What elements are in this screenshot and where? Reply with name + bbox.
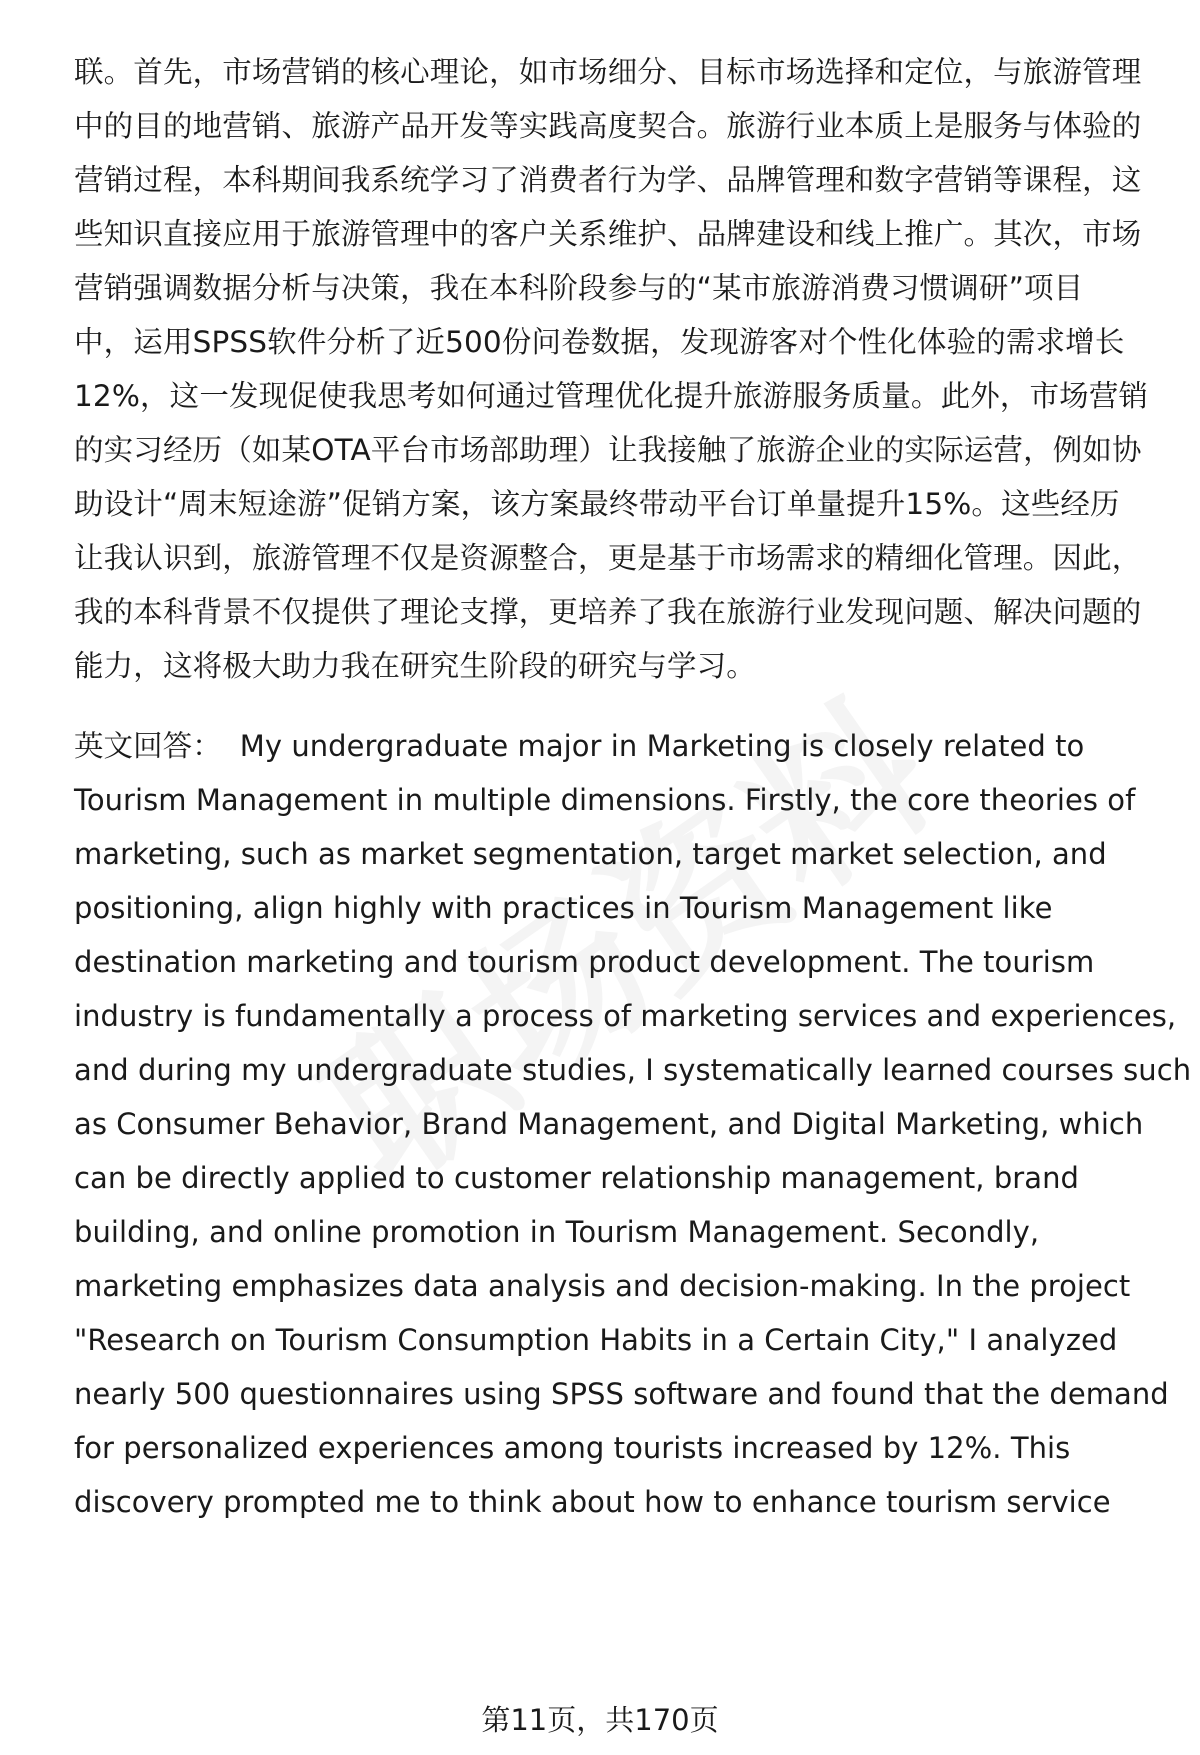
text-line: Tourism Management in multiple dimensions. Firstly, the core theories of — [74, 783, 1136, 817]
text-line: 能力，这将极大助力我在研究生阶段的研究与学习。 — [74, 649, 756, 683]
text-line: positioning, align highly with practices in Tourism Management like — [74, 891, 1053, 925]
text-line: 营销强调数据分析与决策，我在本科阶段参与的“某市旅游消费习惯调研”项目 — [74, 271, 1084, 305]
text-line: marketing, such as market segmentation, target market selection, and — [74, 837, 1107, 871]
text-line: 的实习经历（如某OTA平台市场部助理）让我接触了旅游企业的实际运营，例如协 — [74, 433, 1142, 467]
text-line: 联。首先，市场营销的核心理论，如市场细分、目标市场选择和定位，与旅游管理 — [74, 55, 1142, 89]
text-line: industry is fundamentally a process of marketing services and experiences, — [74, 999, 1177, 1033]
text-line: for personalized experiences among tourists increased by 12%. This — [74, 1431, 1071, 1465]
text-line: 12%，这一发现促使我思考如何通过管理优化提升旅游服务质量。此外，市场营销 — [74, 379, 1149, 413]
text-line: destination marketing and tourism product development. The tourism — [74, 945, 1095, 979]
text-line: 中的目的地营销、旅游产品开发等实践高度契合。旅游行业本质上是服务与体验的 — [74, 109, 1142, 143]
text-line: and during my undergraduate studies, I systematically learned courses such — [74, 1053, 1192, 1087]
text-line: 让我认识到，旅游管理不仅是资源整合，更是基于市场需求的精细化管理。因此， — [74, 541, 1142, 575]
text-line: 些知识直接应用于旅游管理中的客户关系维护、品牌建设和线上推广。其次，市场 — [74, 217, 1142, 251]
text-line: nearly 500 questionnaires using SPSS software and found that the demand — [74, 1377, 1169, 1411]
text-line: 助设计“周末短途游”促销方案，该方案最终带动平台订单量提升15%。这些经历 — [74, 487, 1120, 521]
page-indicator: 第11页，共170页 — [481, 1703, 719, 1737]
text-line: building, and online promotion in Tourism Management. Secondly, — [74, 1215, 1040, 1249]
text-line: "Research on Tourism Consumption Habits in a Certain City," I analyzed — [74, 1323, 1118, 1357]
english-answer-label: 英文回答： — [74, 729, 222, 763]
text-line-content: My undergraduate major in Marketing is closely related to — [239, 729, 1085, 763]
text-line: marketing emphasizes data analysis and decision-making. In the project — [74, 1269, 1131, 1303]
text-line — [74, 726, 1154, 766]
text-line: can be directly applied to customer relationship management, brand — [74, 1161, 1079, 1195]
text-line: discovery prompted me to think about how to enhance tourism service — [74, 1485, 1111, 1519]
text-line: 营销过程，本科期间我系统学习了消费者行为学、品牌管理和数字营销等课程，这 — [74, 163, 1142, 197]
text-line: 中，运用SPSS软件分析了近500份问卷数据，发现游客对个性化体验的需求增长 — [74, 325, 1125, 359]
text-line: as Consumer Behavior, Brand Management, and Digital Marketing, which — [74, 1107, 1144, 1141]
text-line: 我的本科背景不仅提供了理论支撑，更培养了我在旅游行业发现问题、解决问题的 — [74, 595, 1142, 629]
